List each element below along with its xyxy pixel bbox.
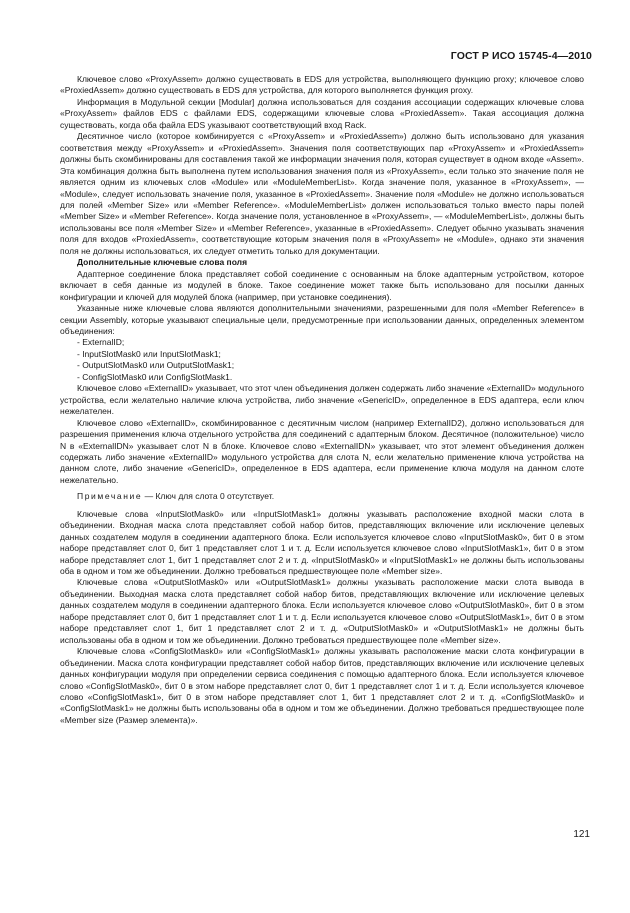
note-text: Ключ для слота 0 отсутствует. (155, 491, 275, 502)
list-item: - ExternalID; (77, 337, 125, 348)
section-subheading: Дополнительные ключевые слова поля (77, 257, 248, 268)
standard-header: ГОСТ Р ИСО 15745-4—2010 (450, 50, 592, 62)
paragraph-proxy-keywords: Ключевое слово «ProxyAssem» должно существовать в EDS для устройства, выполняющего функцию proxy; ключевое слово «ProxiedAssem» должно существовать в EDS для устройства, для которого выполняется функция proxy. (60, 74, 584, 96)
list-item: - ConfigSlotMask0 или ConfigSlotMask1. (77, 371, 233, 382)
list-item: - InputSlotMask0 или InputSlotMask1; (77, 348, 221, 359)
list-item: - OutputSlotMask0 или OutputSlotMask1; (77, 360, 235, 371)
note (60, 491, 584, 502)
paragraph-adapter-connection: Адаптерное соединение блока представляет собой соединение с основанным на блоке адаптерным устройством, которое включает в себя данные из модулей в блоке. Такое соединение может также быть использовано для посылки данных конфигурации и ключей для модулей блока (например, при установке соединения). (60, 268, 584, 302)
paragraph-externalid: Ключевое слово «ExternalID» указывает, что этот член объединения должен содержать либо значение «ExternalID» модульного устройства, если желательно наличие ключа устройства, либо значение «GenericID», определенное в EDS адаптера, если ключ нежелателен. (60, 383, 584, 417)
document-body (60, 74, 584, 726)
note-label: Примечание (77, 491, 143, 502)
paragraph-externalid-decimal: Ключевое слово «ExternalID», скомбинированное с десятичным числом (например ExternalID2), должно использоваться для разрешения применения ключа отдельного устройства для соединений с адаптерным блоком. Десятичное (положительное) число N в «ExternalIDN» указывает слот N в блоке. Ключевое слово «ExternalIDN» указывает, что этот элемент объединения должен содержать либо значение «ExternalID» модульного устройства для слота N, если желательно применение ключа устройства на данном слоте, либо значение «GenericID», определенное в EDS адаптера, если применение ключа модуля на данном слоте нежелательно. (60, 417, 584, 485)
paragraph-output-slot-mask: Ключевые слова «OutputSlotMask0» или «OutputSlotMask1» должны указывать расположение маски слота вывода в объединении. Выходная маска слота представляет собой набор битов, представляющих включение или исключение целевых данных создателем модуля в соединении адаптерного блока. Если используется ключевое слово «OutputSlotMask0», бит 0 в этом наборе представляет слот 0, бит 1 представляет слот 1 и т. д. Если используется ключевое слово «OutputSlotMask1», бит 0 в этом наборе представляет слот 1, бит 1 представляет слот 2 и т. д. «OutputSlotMask0» и «OutputSlotMask1» не должны быть использованы оба в одном и том же объединении. Должно требоваться предшествующее поле «Member size». (60, 577, 584, 645)
note-dash: — (142, 491, 156, 502)
paragraph-keywords-intro: Указанные ниже ключевые слова являются дополнительными значениями, разрешенными для поля «Member Reference» в секции Assembly, которые указывают специальные цели, предусмотренные при использовании данных, определенных элементом объединения: (60, 303, 584, 336)
paragraph-modular-section: Информация в Модульной секции [Modular] должна использоваться для создания ассоциации содержащих ключевые слова «ProxyAssem» файлов EDS с файлами EDS, содержащими ключевые слова «ProxiedAssem». Такая ассоциация должна существовать, когда оба файла EDS указывают соответствующий вход Rack. (60, 96, 584, 130)
page-number: 121 (573, 829, 590, 840)
paragraph-config-slot-mask: Ключевые слова «ConfigSlotMask0» или «ConfigSlotMask1» должны указывать расположение маски слота конфигурации в объединении. Маска слота конфигурации представляет собой набор битов, представляющих включение или исключение целевых данных конфигурации модуля при определении сервиса соединения с помощью адаптерного блока. Если используется ключевое слово «ConfigSlotMask0», бит 0 в этом наборе представляет слот 0, бит 1 представляет слот 1 и т. д. Если используется ключевое слово «ConfigSlotMask1», бит 0 в этом наборе представляет слот 1, бит 1 представляет слот 2 и т. д. «ConfigSlotMask0» и «ConfigSlotMask1» не должны быть использованы оба в одном и том же объединении. Должно требоваться предшествующее поле «Member size (Размер элемента)». (60, 646, 584, 725)
paragraph-decimal-number: Десятичное число (которое комбинируется с «ProxyAssem» и «ProxiedAssem») должно быть использовано для указания соответствия между «ProxyAssem» и «ProxiedAssem». Значения поля соответствующих пар «ProxyAssem» и «ProxiedAssem» должны быть скомбинированы для составления такой же информации значения поля, которая существует в одном входе «Assem». Эта комбинация должна быть выполнена путем использования значения поля из «ProxyAssem», если только это значение поля не является одним из ключевых слов «Module» или «ModuleMemberList». Когда значение поля, указанное в «ProxyAssem», — «Module», следует использовать значение поля, указанное в «ProxiedAssem». Значение поля «Module» не должно использоваться для полей «Member Size» или «Member Reference». «ModuleMemberList» должен использоваться только вместо пары полей «Member Size» и «Member Reference». Когда значение поля, установленное в «ProxyAssem», — «ModuleMemberList», должны быть использованы все поля «Member Size» и «Member Reference», указанные в «ProxiedAssem». Следует обычно указывать значения поля для входов «ProxiedAssem», соответствующие которым значения поля в «ProxyAssem» не «Module», однако эти значения поля не должны использоваться, их следует отметить только для документации. (60, 131, 584, 256)
paragraph-input-slot-mask: Ключевые слова «InputSlotMask0» или «InputSlotMask1» должны указывать расположение входной маски слота в объединении. Входная маска слота представляет собой набор битов, представляющих включение или исключение целевых данных создателем модуля в соединении адаптерного блока. Если используется ключевое слово «InputSlotMask0», бит 0 в этом наборе представляет слот 0, бит 1 представляет слот 1 и т. д. Если используется ключевое слово «InputSlotMask1», бит 0 в этом наборе представляет слот 1, бит 1 представляет слот 2 и т. д. «InputSlotMask0» и «InputSlotMask1» не должны быть использованы оба в одном и том же объединении. Должно требоваться предшествующее поле «Member size». (60, 508, 584, 577)
